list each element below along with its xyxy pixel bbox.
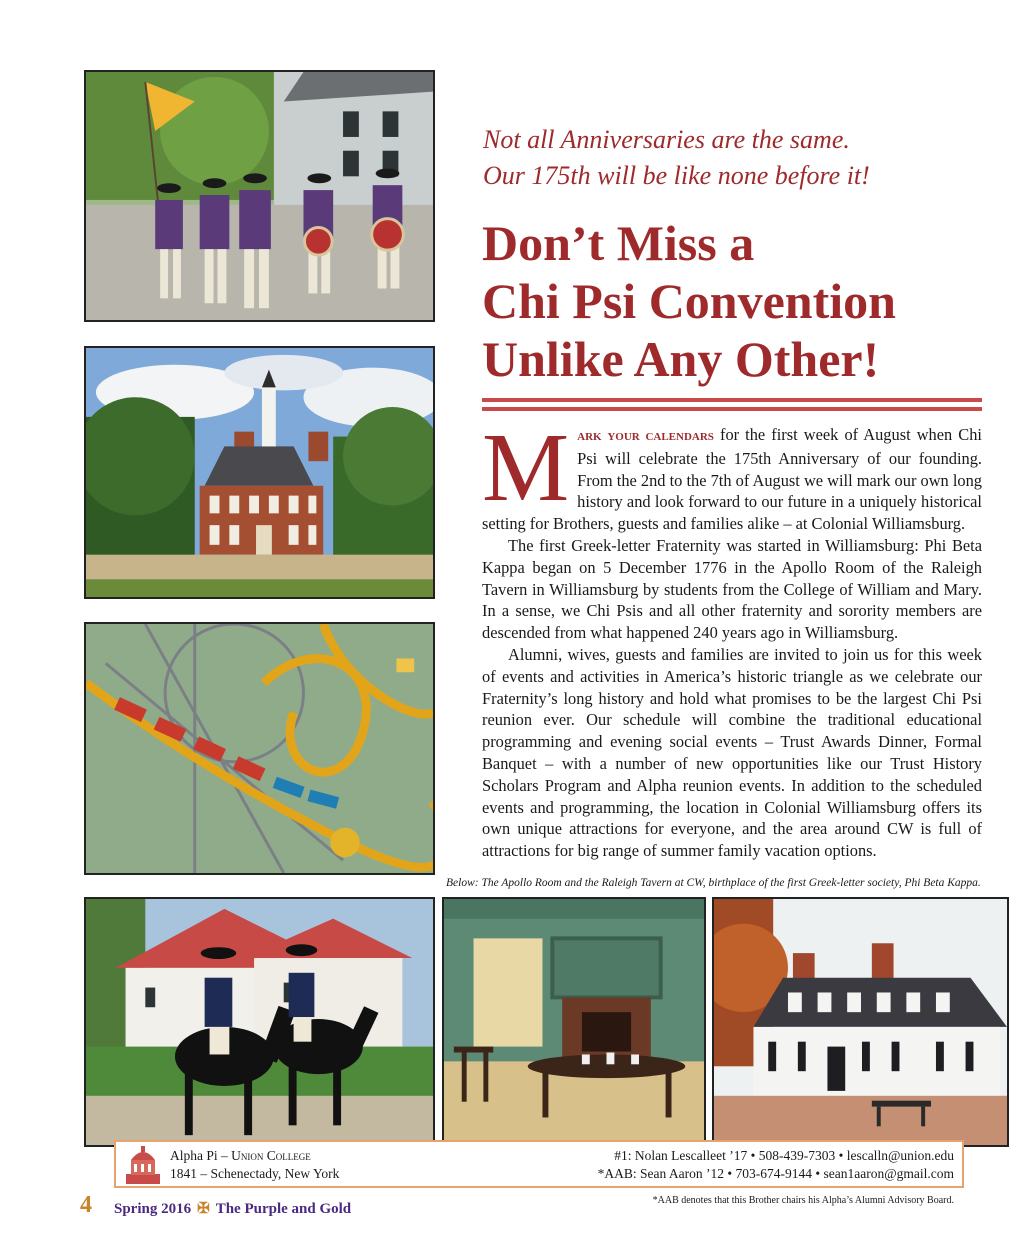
fife-and-drum-parade-photo xyxy=(84,70,435,322)
chapter-contact-box xyxy=(114,1140,964,1188)
tagline-line-2: Our 175th will be like none before it! xyxy=(483,161,870,190)
tagline-line-1: Not all Anniversaries are the same. xyxy=(483,125,850,154)
publication-name: The Purple and Gold xyxy=(215,1201,352,1217)
issue-date: Spring 2016 xyxy=(114,1201,192,1217)
roller-coaster-photo xyxy=(84,622,435,875)
mounted-soldiers-photo xyxy=(84,897,435,1147)
contact-2: *AAB: Sean Aaron ’12 • 703-674-9144 • sean1aaron@gmail.com xyxy=(597,1166,954,1181)
governors-palace-photo xyxy=(84,346,435,599)
chapter-contacts xyxy=(598,1147,954,1183)
paragraph-1-text: for the first week of August when Chi Psi will celebrate the 175th Anniversary of our founding. From the 2nd to the 7th of August we will mark our own long history and look forward to our future in a uniquely historical setting for Brothers, guests and families alike – at Colonial Williamsburg. xyxy=(482,425,982,534)
contact-1: #1: Nolan Lescalleet ’17 • 508-439-7303 • lescalln@union.edu xyxy=(614,1148,954,1163)
article-paragraph-3: Alumni, wives, guests and families are invited to join us for this week of events and activities in America’s historic triangle as we celebrate our Fraternity’s long history and hold what promises to be the largest Chi Psi reunion ever. Our schedule will combine the traditional educational programming and evening social events – Trust Awards Dinner, Formal Banquet – with a number of new opportunities like our Trust History Scholars Program and Alpha reunion events. In addition to the scheduled events and programming, the location in Colonial Williamsburg offers its own unique attractions for everyone, and the area around CW is full of attractions for big range of summer family vacation options. xyxy=(482,644,982,861)
chapter-name: Alpha Pi – xyxy=(170,1148,232,1163)
aab-footnote: *AAB denotes that this Brother chairs his Alpha’s Alumni Advisory Board. xyxy=(652,1195,954,1206)
drop-cap: M xyxy=(482,414,570,522)
issue-line xyxy=(114,1199,351,1218)
article-paragraph-1 xyxy=(482,414,982,535)
photo-caption: Below: The Apollo Room and the Raleigh Tavern at CW, birthplace of the first Greek-letter society, Phi Beta Kappa. xyxy=(446,877,981,889)
chapter-info xyxy=(170,1147,339,1183)
apollo-room-photo xyxy=(442,897,706,1147)
lead-in-text: ark your calendars xyxy=(577,428,714,444)
page-number: 4 xyxy=(80,1192,92,1218)
headline-line-2: Chi Psi Convention xyxy=(482,273,896,329)
chapter-founded: 1841 – Schenectady, New York xyxy=(170,1166,340,1181)
tagline xyxy=(483,122,983,194)
chi-psi-emblem-icon: ✠ xyxy=(197,1201,210,1217)
headline-line-3: Unlike Any Other! xyxy=(482,331,880,387)
college-name: Union College xyxy=(231,1148,311,1163)
article-paragraph-2: The first Greek-letter Fraternity was started in Williamsburg: Phi Beta Kappa began on 5 December 1776 in the Apollo Room of the Raleigh Tavern in Williamsburg by students from the College of William and Mary. In a sense, we Chi Psis and all other fraternity and sorority members are descended from what happened 240 years ago in Williamsburg. xyxy=(482,535,982,643)
article-body xyxy=(482,414,982,862)
raleigh-tavern-photo xyxy=(712,897,1009,1147)
headline xyxy=(482,214,1002,388)
headline-line-1: Don’t Miss a xyxy=(482,215,755,271)
union-college-nott-memorial-icon xyxy=(122,1144,164,1186)
